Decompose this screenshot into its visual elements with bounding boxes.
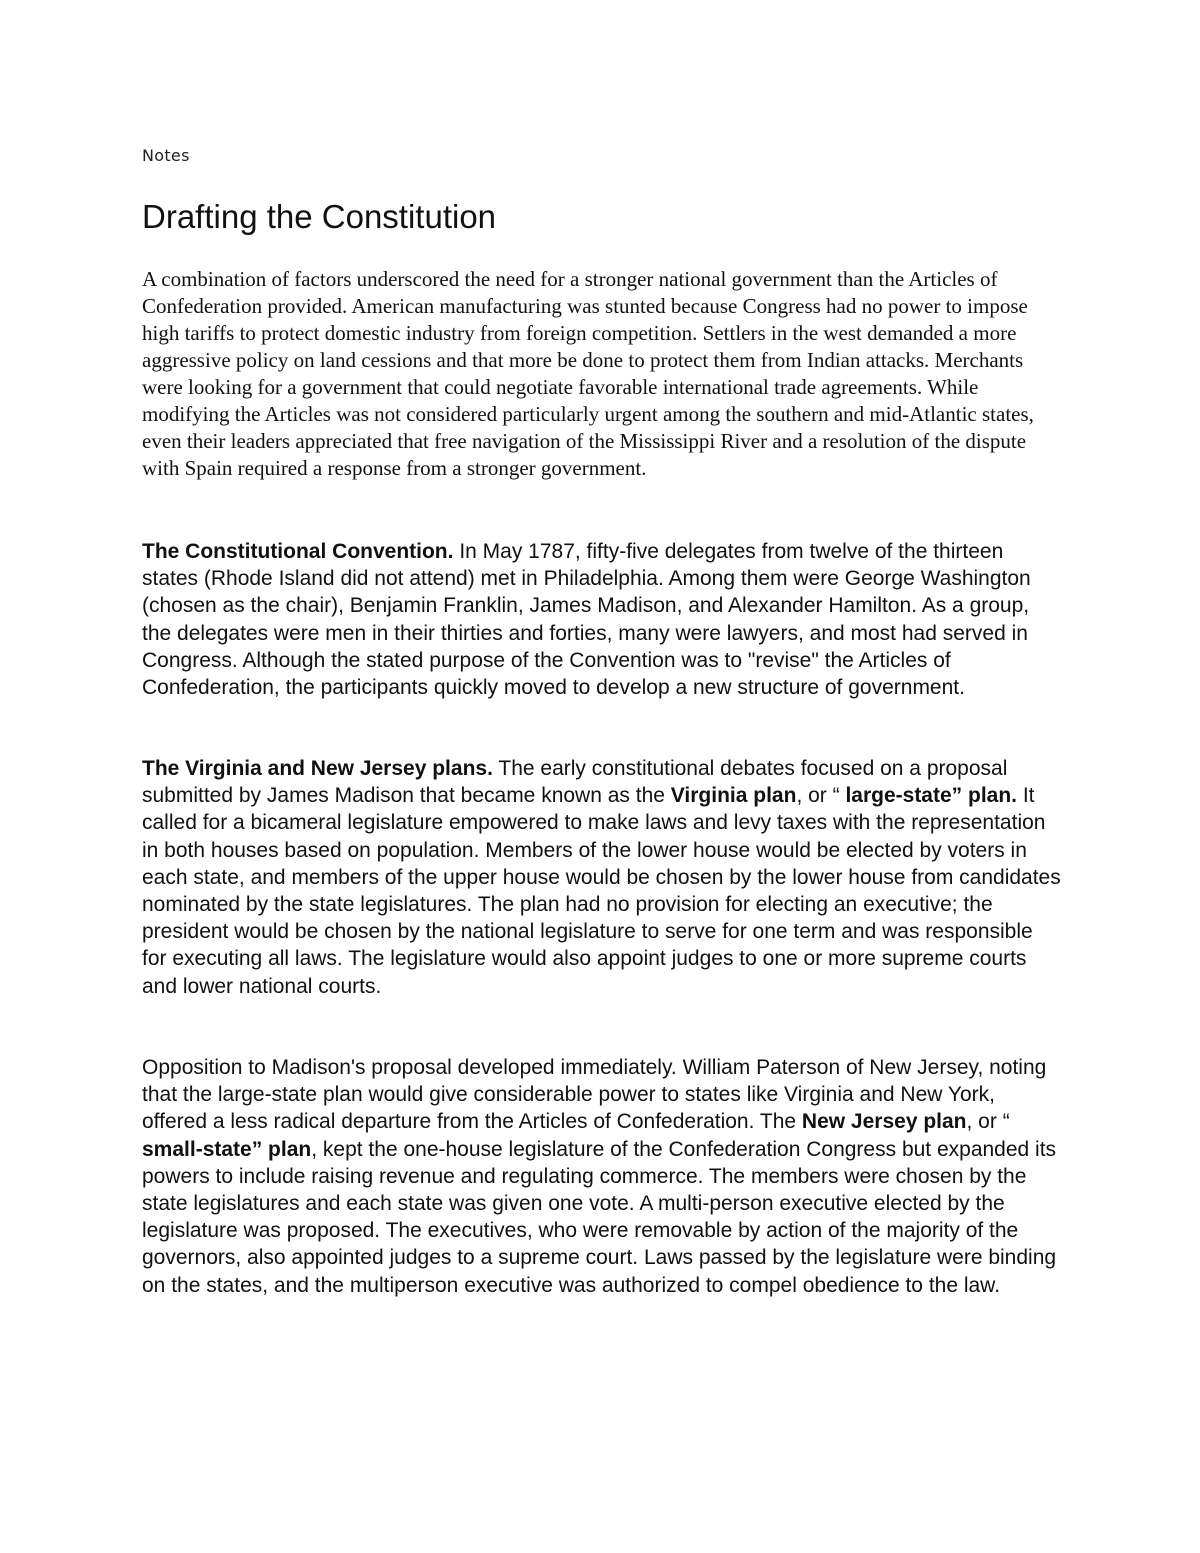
convention-text: In May 1787, fifty-five delegates from twelve of the thirteen states (Rhode Island did not attend) met in Philadelphia. Among them were George Washington (chosen as the chair), Benjamin Franklin, James Madison, and Alexander Hamilton. As a group, the delegates were men in their thirties and forties, many were lawyers, and most had served in Congress. Although the stated purpose of the Convention was to "revise" the Articles of Confederation, the participants quickly moved to develop a new structure of government. [142,540,1031,700]
notes-label: Notes [142,146,190,165]
convention-heading: The Constitutional Convention. [142,540,454,563]
opposition-text-3: , kept the one-house legislature of the Confederation Congress but expanded its powers to include raising revenue and regulating commerce. The members were chosen by the state legislatures and each state was given one vote. A multi-person executive elected by the legislature was proposed. The executives, who were removable by action of the majority of the governors, also appointed judges to a supreme court. Laws passed by the legislature were binding on the states, and the multiperson executive was authorized to compel obedience to the law. [142,1137,1057,1297]
opposition-text-1: Opposition to Madison's proposal developed immediately. William Paterson of New Jersey, noting that the large-state plan would give considerable power to states like Virginia and New York, offered a less radical departure from the Articles of Confederation. The [142,1056,1047,1134]
plans-text-3: It called for a bicameral legislature empowered to make laws and levy taxes with the representation in both houses based on population. Members of the lower house would be elected by voters in each state, and members of the upper house would be chosen by the lower house from candidates nominated by the state legislatures. The plan had no provision for electing an executive; the president would be chosen by the national legislature to serve for one term and was responsible for executing all laws. The legislature would also appoint judges to one or more supreme courts and lower national courts. [142,784,1061,998]
new-jersey-plan-term: New Jersey plan [801,1110,967,1134]
convention-paragraph [142,538,1062,701]
opposition-text-2: , or “ [966,1110,1010,1134]
opposition-paragraph [142,1054,1062,1299]
virginia-plan-term: Virginia plan [670,784,797,808]
plans-text-1: The early constitutional debates focused on a proposal submitted by James Madison that became known as the [142,757,1008,808]
plans-heading: The Virginia and New Jersey plans. [142,757,493,780]
large-state-plan-term: large-state” plan. [845,784,1018,808]
plans-text-2: , or “ [796,784,846,808]
page-title: Drafting the Constitution [142,198,497,235]
plans-paragraph [142,755,1062,1000]
small-state-plan-term: small-state” plan [142,1137,312,1161]
intro-paragraph: A combination of factors underscored the need for a stronger national government than the Articles of Confederation provided. American manufacturing was stunted because Congress had no power to impose high tariffs to protect domestic industry from foreign competition. Settlers in the west demanded a more aggressive policy on land cessions and that more be done to protect them from Indian attacks. Merchants were looking for a government that could negotiate favorable international trade agreements. While modifying the Articles was not considered particularly urgent among the southern and mid-Atlantic states, even their leaders appreciated that free navigation of the Mississippi River and a resolution of the dispute with Spain required a response from a stronger government. [142,267,1034,480]
